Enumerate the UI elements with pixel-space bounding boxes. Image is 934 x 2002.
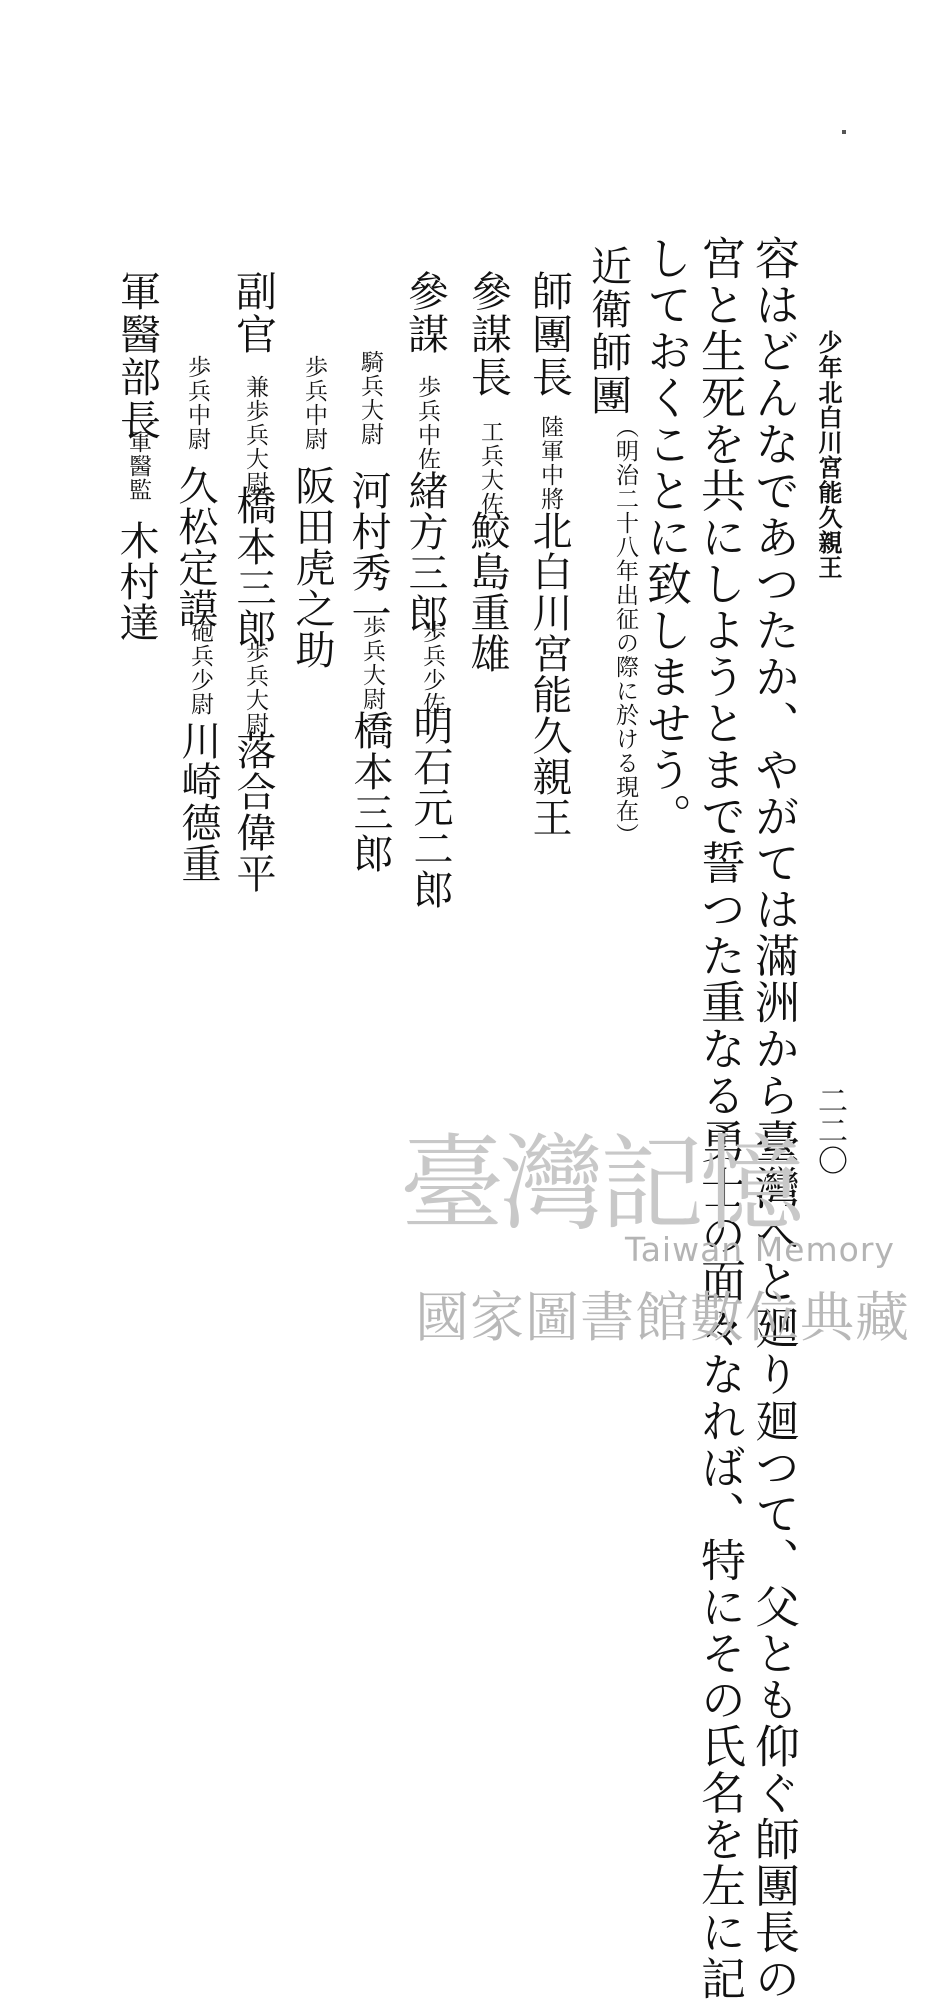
staff-name-2: 明石元二郎 xyxy=(407,705,453,910)
chief-of-staff-name: 鮫島重雄 xyxy=(464,510,510,674)
adjutant-rank-1: 兼歩兵大尉 xyxy=(242,375,268,495)
staff-rank-5: 歩兵中尉 xyxy=(301,355,327,451)
staff-name-5: 阪田虎之助 xyxy=(289,465,335,670)
staff-name-1: 緒方三郎 xyxy=(402,470,448,634)
library-watermark xyxy=(400,1100,920,1350)
adjutant-title: 副官 xyxy=(229,270,277,356)
medical-chief-name: 木村達 xyxy=(113,520,159,643)
medical-chief-rank: 軍醫監 xyxy=(125,430,151,502)
staff-name-3: 河村秀一 xyxy=(345,470,391,634)
adjutant-name-1: 橋本三郎 xyxy=(230,485,276,649)
body-line-3: しておくことに致しませう。 xyxy=(639,235,692,840)
adjutant-name-4: 川崎德重 xyxy=(175,720,221,884)
running-title: 少年北白川宮能久親王 xyxy=(814,330,843,580)
adjutant-rank-2: 歩兵大尉 xyxy=(242,640,268,736)
adjutant-rank-4: 砲兵少尉 xyxy=(187,620,213,716)
staff-rank-3: 騎兵大尉 xyxy=(357,350,383,446)
staff-rank-2: 歩兵少佐 xyxy=(419,620,445,716)
staff-rank-4: 歩兵大尉 xyxy=(359,615,385,711)
watermark-english: Taiwan Memory xyxy=(625,1230,895,1269)
staff-name-4: 橋本三郎 xyxy=(347,710,393,874)
staff-title: 參謀 xyxy=(401,270,449,356)
body-line-1: 容はどんなであつたか、やがては滿洲から臺灣へと廻り廻つて、父とも仰ぐ師團長の xyxy=(747,235,800,2002)
adjutant-name-2: 落合偉平 xyxy=(230,730,276,894)
medical-chief-title: 軍醫部長 xyxy=(113,270,161,442)
watermark-subtitle: 國家圖書館數位典藏 xyxy=(415,1286,910,1349)
adjutant-name-3: 久松定謨 xyxy=(172,465,218,629)
roster-heading-note: （明治二十八年出征の際に於ける現在） xyxy=(612,415,638,847)
body-line-2: 宮と生死を共にしようとまで誓つた重なる勇士の面々なれば、特にその氏名を左に記 xyxy=(693,235,746,2002)
print-speck xyxy=(842,130,846,134)
watermark-logo: 臺灣記憶 xyxy=(400,1123,801,1245)
chief-of-staff-title: 參謀長 xyxy=(464,270,512,399)
chief-of-staff-rank: 工兵大佐 xyxy=(477,420,503,516)
staff-rank-1: 歩兵中佐 xyxy=(414,375,440,471)
roster-heading: 近衛師團 xyxy=(584,245,632,417)
commander-name: 北白川宮能久親王 xyxy=(526,510,572,838)
page-number: 二二〇 xyxy=(812,1085,847,1175)
commander-rank: 陸軍中將 xyxy=(537,415,563,511)
adjutant-rank-3: 歩兵中尉 xyxy=(184,355,210,451)
commander-title: 師團長 xyxy=(525,270,573,399)
